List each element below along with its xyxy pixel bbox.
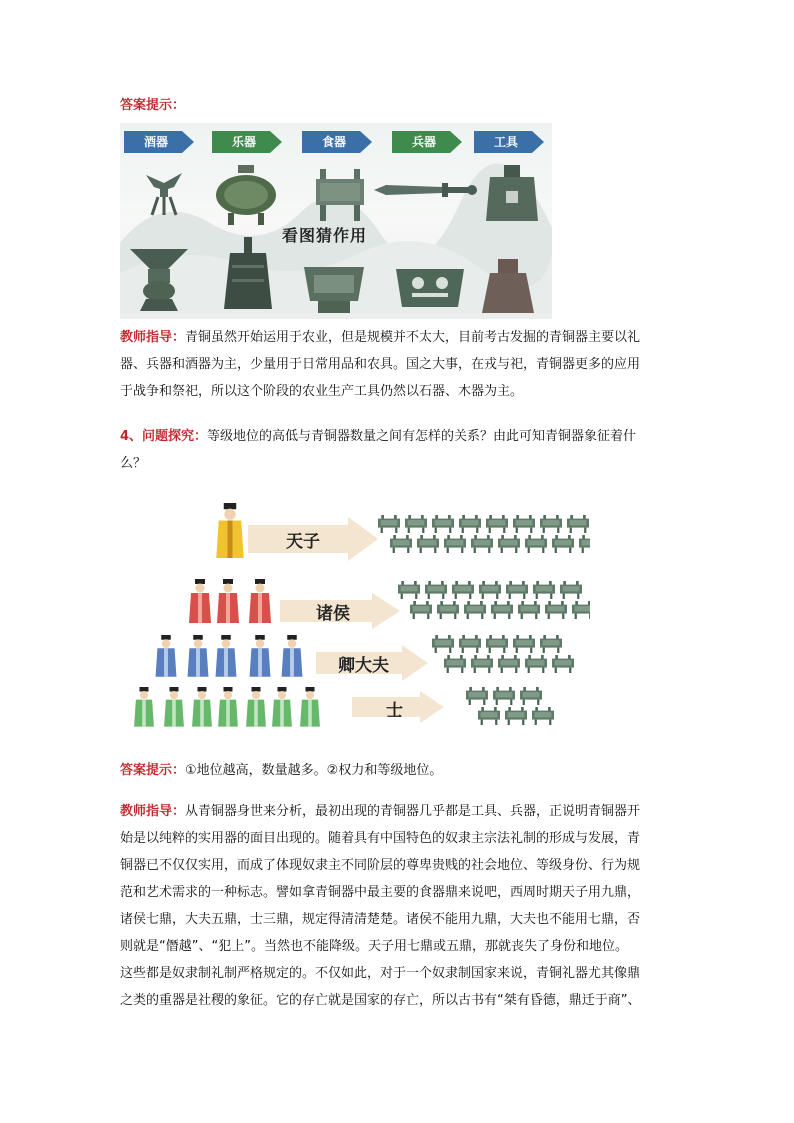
category-tab-food: 食器 xyxy=(302,131,374,153)
ding-vessel-bottom-4-2 xyxy=(505,707,527,725)
drum-music-vessel-icon xyxy=(212,163,280,227)
ding-vessel-top-2-2 xyxy=(425,581,447,599)
ding-vessel-bottom-3-3 xyxy=(498,655,520,673)
ding-vessel-bottom-1-6 xyxy=(525,535,547,553)
rank-label-qingdafu: 卿大夫 xyxy=(338,656,389,676)
ding-vessel-bottom-3-4 xyxy=(525,655,547,673)
ding-vessel-bottom-3-5 xyxy=(552,655,574,673)
ding-vessel-top-1-4 xyxy=(459,515,481,533)
panel-caption: 看图猜作用 xyxy=(282,226,368,245)
question-line-1: 等级地位的高低与青铜器数量之间有怎样的关系？由此可知青铜器象征着什 xyxy=(207,429,637,444)
category-tab-weapon: 兵器 xyxy=(392,131,464,153)
ding-vessel-top-3-3 xyxy=(486,635,508,653)
ding-vessel-bottom-3-2 xyxy=(471,655,493,673)
teacher-guide-1-label: 教师指导： xyxy=(120,330,186,345)
axe-tool-icon xyxy=(480,257,536,315)
ding-vessel-bottom-4-3 xyxy=(532,707,554,725)
teacher-guide-2-line-4: 范和艺术需求的一种标志。譬如拿青铜器中最主要的食器鼎来说吧，西周时期天子用九鼎， xyxy=(120,885,641,900)
teacher-guide-2-line-2: 始是以纯粹的实用器的面目出现的。随着具有中国特色的奴隶主宗法礼制的形成与发展，青 xyxy=(120,831,641,846)
ding-vessel-top-1-3 xyxy=(432,515,454,533)
answer-hint-2-label: 答案提示： xyxy=(120,763,186,778)
teacher-guide-1 xyxy=(120,324,680,405)
ding-vessel-bottom-1-4 xyxy=(471,535,493,553)
ding-vessel-top-3-2 xyxy=(459,635,481,653)
ding-vessel-bottom-2-1 xyxy=(410,601,432,619)
teacher-guide-2-line-6: 则就是“僭越”、“犯上”。当然也不能降级。天子用七鼎或五鼎，那就丧失了身份和地位。 xyxy=(120,939,628,954)
category-tab-wine: 酒器 xyxy=(124,131,196,153)
ding-vessel-top-2-1 xyxy=(398,581,420,599)
ding-vessel-bottom-1-7 xyxy=(552,535,574,553)
question-block xyxy=(120,423,680,477)
teacher-guide-1-line-1: 青铜虽然开始运用于农业，但是规模并不太大，目前考古发掘的青铜器主要以礼 xyxy=(185,330,641,345)
sword-weapon-icon xyxy=(372,179,478,201)
ding-vessel-top-1-7 xyxy=(540,515,562,533)
ding-vessel-bottom-2-2 xyxy=(437,601,459,619)
question-line-2: 么？ xyxy=(120,456,147,471)
ding-vessel-bottom-2-5 xyxy=(518,601,540,619)
ding-food-vessel-icon xyxy=(310,167,370,221)
ding-vessel-top-3-1 xyxy=(432,635,454,653)
ding-vessel-bottom-2-3 xyxy=(464,601,486,619)
ding-vessel-bottom-1-8 xyxy=(579,535,590,553)
gui-food-vessel-icon xyxy=(300,261,368,315)
ding-vessel-bottom-1-5 xyxy=(498,535,520,553)
ding-vessel-top-2-3 xyxy=(452,581,474,599)
teacher-guide-1-line-3: 于战争和祭祀，所以这个阶段的农业生产工具仍然以石器、木器为主。 xyxy=(120,384,524,399)
yue-axe-weapon-icon xyxy=(394,261,466,309)
teacher-guide-2-line-1: 从青铜器身世来分析，最初出现的青铜器几乎都是工具、兵器，正说明青铜器开 xyxy=(185,804,641,819)
bell-music-vessel-icon xyxy=(218,235,278,313)
teacher-guide-2-line-3: 铜器已不仅仅实用，而成了体现奴隶主不同阶层的尊卑贵贱的社会地位、等级身份、行为规 xyxy=(120,858,641,873)
ding-vessel-bottom-2-7 xyxy=(572,601,590,619)
spade-tool-icon xyxy=(484,163,540,223)
ding-vessel-top-4-3 xyxy=(520,687,542,705)
question-label: 4、问题探究： xyxy=(120,429,208,444)
ding-vessel-bottom-2-6 xyxy=(545,601,567,619)
ding-vessel-bottom-4-1 xyxy=(478,707,500,725)
teacher-guide-2-line-8: 之类的重器是社稷的象征。它的存亡就是国家的存亡，所以古书有“桀有昏德，鼎迁于商”、 xyxy=(120,993,641,1008)
ding-vessel-top-2-6 xyxy=(533,581,555,599)
zun-wine-vessel-icon xyxy=(128,247,190,313)
ding-vessel-top-1-5 xyxy=(486,515,508,533)
ding-vessel-top-1-1 xyxy=(378,515,400,533)
ding-vessel-top-2-7 xyxy=(560,581,582,599)
ding-vessel-top-3-5 xyxy=(540,635,562,653)
ding-vessel-top-4-2 xyxy=(493,687,515,705)
teacher-guide-2-line-5: 诸侯七鼎，大夫五鼎，士三鼎，规定得清清楚楚。诸侯不能用九鼎，大夫也不能用七鼎，否 xyxy=(120,912,641,927)
ding-vessel-bottom-3-1 xyxy=(444,655,466,673)
answer-hint-1-label: 答案提示： xyxy=(120,98,186,113)
ding-vessel-top-3-4 xyxy=(513,635,535,653)
ding-vessel-top-2-5 xyxy=(506,581,528,599)
teacher-guide-2-line-7: 这些都是奴隶制礼制严格规定的。不仅如此，对于一个奴隶制国家来说，青铜礼器尤其像鼎 xyxy=(120,966,641,981)
answer-hint-2-text: ①地位越高，数量越多。②权力和等级地位。 xyxy=(185,763,443,778)
answer-hint-2 xyxy=(120,757,680,784)
ding-vessel-bottom-1-1 xyxy=(390,535,412,553)
ding-vessel-bottom-1-2 xyxy=(417,535,439,553)
ding-vessel-rows xyxy=(120,495,590,735)
rank-label-zhuhou: 诸侯 xyxy=(316,604,350,624)
teacher-guide-2 xyxy=(120,798,680,1014)
bronze-vessels-image xyxy=(120,123,552,319)
rank-hierarchy-diagram xyxy=(120,495,590,735)
rank-label-tianzi: 天子 xyxy=(286,532,320,552)
ding-vessel-bottom-1-3 xyxy=(444,535,466,553)
jue-wine-vessel-icon xyxy=(138,165,190,217)
ding-vessel-top-1-2 xyxy=(405,515,427,533)
category-tab-tool: 工具 xyxy=(474,131,546,153)
ding-vessel-top-1-6 xyxy=(513,515,535,533)
ding-vessel-bottom-2-4 xyxy=(491,601,513,619)
ding-vessel-top-2-4 xyxy=(479,581,501,599)
teacher-guide-2-label: 教师指导： xyxy=(120,804,186,819)
teacher-guide-1-line-2: 器、兵器和酒器为主，少量用于日常用品和农具。国之大事，在戎与祀，青铜器更多的应用 xyxy=(120,357,641,372)
category-tab-music: 乐器 xyxy=(212,131,284,153)
ding-vessel-top-1-8 xyxy=(567,515,589,533)
ding-vessel-top-4-1 xyxy=(466,687,488,705)
rank-label-shi: 士 xyxy=(386,701,403,721)
answer-hint-1 xyxy=(120,92,680,119)
